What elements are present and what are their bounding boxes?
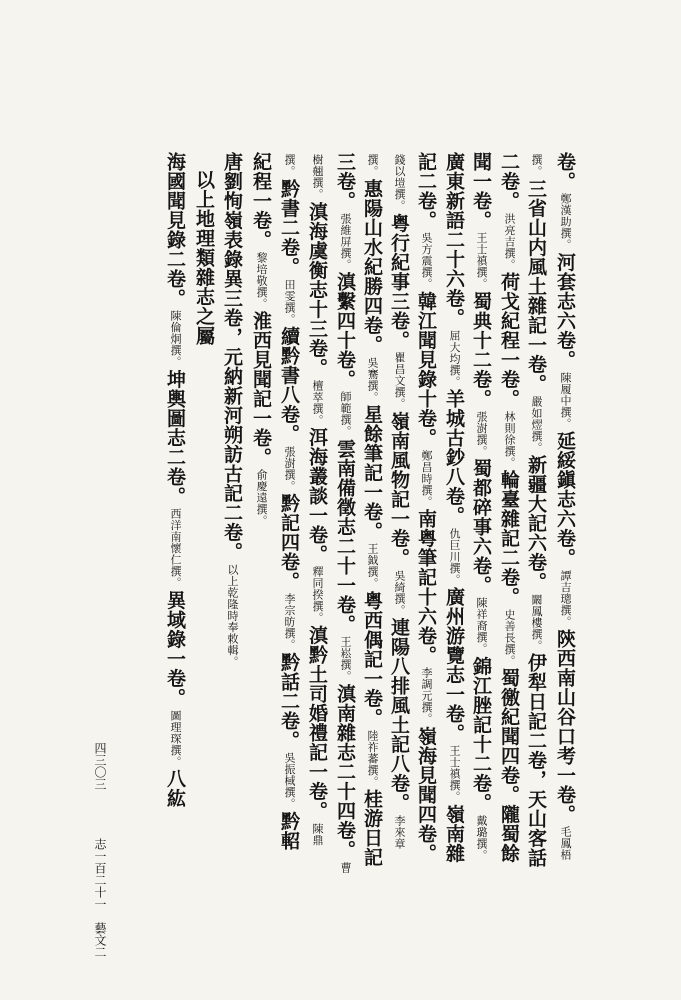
- text-column: [194, 170, 213, 670]
- author-note: 吳綺撰。: [393, 569, 406, 616]
- book-entry-text: 隴蜀餘: [498, 804, 520, 863]
- book-entry-text: 輪臺雜記二卷。: [498, 470, 520, 607]
- author-note: 吳騫撰。: [366, 356, 379, 403]
- book-entry-text: 伊犁日記二卷，天山客話: [525, 653, 547, 868]
- book-entry-text: 黔記四卷。: [278, 493, 300, 591]
- book-entry-text: 滇黔土司婚禮記一卷。: [306, 625, 328, 821]
- book-entry-text: 韓江聞見錄十卷。: [415, 291, 437, 448]
- author-note: 圖理琛撰。: [169, 709, 182, 767]
- text-column: [362, 152, 381, 937]
- text-column: [416, 152, 435, 937]
- author-note: 陳倫炯撰。: [169, 310, 182, 368]
- text-column: [471, 152, 490, 937]
- author-note: 吳方震撰。: [420, 232, 433, 290]
- author-note: 王士禛撰。: [475, 232, 488, 290]
- author-note: 師範撰。: [339, 391, 352, 437]
- author-note: 黎培敬撰。: [255, 251, 268, 309]
- book-entry-text: 蜀徼紀聞四卷。: [498, 668, 520, 805]
- author-note: 仇巨川撰。: [448, 527, 461, 585]
- text-column: [444, 152, 463, 937]
- book-entry-text: 廣州游覽志一卷。: [443, 587, 465, 743]
- book-entry-text: 卷。: [554, 152, 576, 191]
- author-note: 吳振棫撰。: [283, 752, 296, 810]
- text-column: [335, 152, 354, 937]
- book-entry-text: 連陽八排風土記八卷。: [388, 617, 410, 813]
- book-entry-text: 八紘: [164, 769, 186, 808]
- book-entry-text: 廣東新語二十六卷。: [443, 152, 465, 328]
- author-note: 嚴如熤撰。: [530, 395, 543, 453]
- text-column: [279, 152, 298, 937]
- book-entry-text: 黔書二卷。: [278, 179, 300, 277]
- book-entry-text: 續黔書八卷。: [278, 326, 300, 444]
- book-entry-text: 滇海虞衡志十三卷。: [306, 202, 328, 378]
- book-entry-text: 二卷。: [498, 152, 520, 211]
- book-entry-text: 荷戈紀程一卷。: [498, 272, 520, 409]
- book-entry-text: 雲南備徵志二十一卷。: [334, 439, 356, 634]
- book-entry-text: 錦江脞記十二卷。: [470, 656, 492, 813]
- author-note: 闞鳳樓撰。: [530, 593, 543, 651]
- author-note: 史善長撰。: [503, 608, 516, 666]
- author-note: 洪亮吉撰。: [503, 212, 516, 270]
- book-entry-text: 紀程一卷。: [250, 152, 272, 250]
- book-entry-text: 陝西南山谷口考一卷。: [554, 629, 576, 824]
- text-column: [389, 152, 408, 937]
- author-note: 撰。: [366, 154, 379, 177]
- book-entry-text: 異域錄一卷。: [164, 590, 186, 708]
- book-entry-text: 粤行紀事三卷。: [388, 213, 410, 350]
- author-note: 張澍撰。: [475, 410, 488, 457]
- author-note: 西洋南懷仁撰。: [169, 508, 182, 589]
- footer-chapter-label: 志一百二十一 藝文二: [93, 838, 107, 958]
- author-note: 檀萃撰。: [311, 379, 324, 426]
- author-note: 屈大均撰。: [448, 329, 461, 387]
- author-note: 錢以塏撰。: [393, 154, 406, 212]
- author-note: 李宗昉撰。: [283, 593, 296, 651]
- book-entry-text: 記二卷。: [415, 152, 437, 230]
- book-entry-text: 惠陽山水紀勝四卷。: [361, 179, 383, 355]
- author-note: 瞿昌文撰。: [393, 352, 406, 410]
- author-note: 譚吉璁撰。: [559, 569, 572, 627]
- author-note: 俞慶遠撰。: [255, 469, 268, 527]
- author-note: 陳鼎: [311, 822, 324, 846]
- book-entry-text: 海國聞見錄二卷。: [164, 152, 186, 308]
- book-entry-text: 唐劉恂嶺表錄異三卷，元納新河朔訪古記二卷。: [221, 152, 243, 562]
- book-entry-text: 滇繫四十卷。: [334, 272, 356, 389]
- book-entry-text: 嶺南雜: [443, 804, 465, 863]
- book-entry-text: 嶺海見聞四卷。: [415, 726, 437, 863]
- book-entry-text: 黔軺: [278, 811, 300, 851]
- book-entry-text: 蜀典十二卷。: [470, 291, 492, 409]
- author-note: 戴璐撰。: [475, 814, 488, 861]
- author-note: 樹翹撰。: [311, 154, 324, 200]
- footer-page-number: 四三〇三: [93, 742, 107, 790]
- book-entry-text: 三省山内風土雜記一卷。: [525, 179, 547, 394]
- author-note: 張澍撰。: [283, 445, 296, 492]
- book-entry-text: 河套志六卷。: [554, 252, 576, 370]
- text-column: [222, 152, 241, 852]
- author-note: 曹: [339, 861, 352, 873]
- text-column: [526, 152, 545, 937]
- text-column: [251, 152, 270, 937]
- book-entry-text: 延綏鎭志六卷。: [554, 431, 576, 568]
- book-entry-text: 新疆大記六卷。: [525, 455, 547, 592]
- author-note: 張維屏撰。: [339, 212, 352, 270]
- author-note: 李調元撰。: [420, 667, 433, 725]
- text-column: [555, 152, 574, 937]
- author-note: 王士禛撰。: [448, 745, 461, 803]
- book-entry-text: 聞一卷。: [470, 152, 492, 230]
- author-note: 鄭昌時撰。: [420, 449, 433, 507]
- book-entry-text: 嶺南風物記一卷。: [388, 411, 410, 568]
- author-note: 李來章: [393, 814, 406, 849]
- text-column: [165, 152, 184, 937]
- book-entry-text: 淮西見聞記一卷。: [250, 311, 272, 467]
- book-entry-text: 黔話二卷。: [278, 652, 300, 750]
- author-note: 陳祥裔撰。: [475, 597, 488, 655]
- author-note: 林則徐撰。: [503, 410, 516, 468]
- author-note: 王鉞撰。: [366, 543, 379, 589]
- book-entry-text: 南粤筆記十六卷。: [415, 509, 437, 665]
- author-note: 陸祚蕃撰。: [366, 729, 379, 787]
- book-entry-text: 蜀都碎事六卷。: [470, 458, 492, 595]
- author-note: 撰。: [530, 154, 543, 177]
- book-entry-text: 以上地理類雜志之屬: [193, 170, 215, 346]
- author-note: 釋同揆撰。: [311, 566, 324, 624]
- author-note: 田雯撰。: [283, 278, 296, 325]
- book-entry-text: 桂游日記: [361, 789, 383, 867]
- author-note: 毛鳳梧: [559, 826, 572, 861]
- book-entry-text: 粤西偶記一卷。: [361, 591, 383, 728]
- author-note: 王崧撰。: [339, 636, 352, 682]
- book-entry-text: 三卷。: [334, 152, 356, 211]
- book-entry-text: 坤輿圖志二卷。: [164, 369, 186, 506]
- author-note: 撰。: [283, 154, 296, 177]
- author-note: 陳履中撰。: [559, 371, 572, 429]
- book-entry-text: 羊城古鈔八卷。: [443, 389, 465, 526]
- text-column: [499, 152, 518, 937]
- book-entry-text: 洱海叢談一卷。: [306, 427, 328, 564]
- text-column: [307, 152, 326, 937]
- book-entry-text: 滇南雜志二十四卷。: [334, 684, 356, 860]
- author-note: 以上乾隆時奉敕輯。: [226, 563, 239, 667]
- book-entry-text: 星餘筆記一卷。: [361, 404, 383, 541]
- author-note: 鄭漢助撰。: [559, 193, 572, 251]
